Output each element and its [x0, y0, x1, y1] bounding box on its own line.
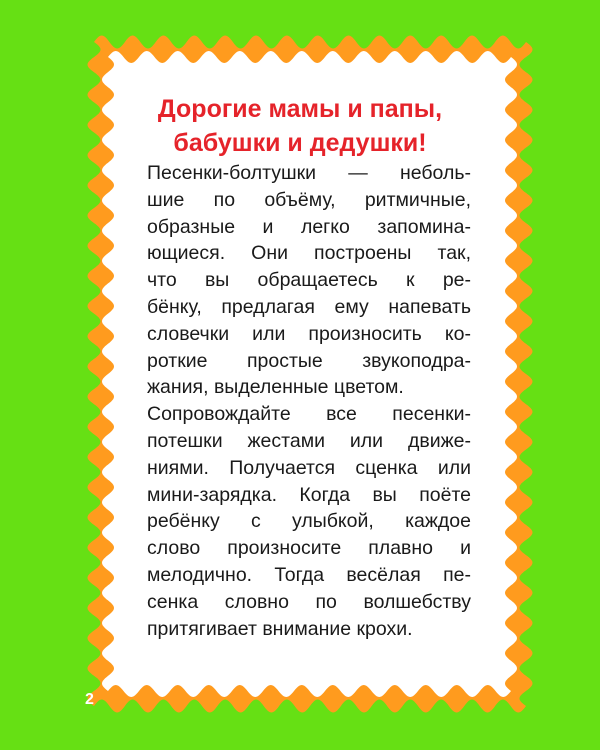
text-line: роткие простые звукоподра-: [147, 349, 471, 372]
heading-line: бабушки и дедушки!: [173, 129, 427, 157]
text-line: сенка словно по волшебству: [147, 590, 471, 613]
text-line: словечки или произносить ко-: [147, 322, 471, 345]
text-line: Сопровождайте все песенки-: [147, 403, 471, 426]
page-heading: [110, 92, 490, 160]
text-line: слово произносите плавно и: [147, 537, 471, 560]
heading-line: Дорогие мамы и папы,: [157, 95, 443, 123]
body-paragraph: [147, 160, 471, 642]
text-line: притягивает внимание крохи.: [147, 617, 413, 640]
text-line: образные и легко запомина-: [147, 215, 471, 238]
text-line: что вы обращаетесь к ре-: [147, 269, 471, 292]
text-line: ющиеся. Они построены так,: [147, 242, 471, 265]
text-line: потешки жестами или движе-: [147, 429, 471, 452]
text-line: бёнку, предлагая ему напевать: [147, 295, 471, 318]
text-line: мелодично. Тогда весёлая пе-: [147, 563, 471, 586]
text-line: Песенки-болтушки — неболь-: [147, 162, 471, 184]
text-line: жания, выделенные цветом.: [147, 376, 404, 399]
page-number: 2: [85, 691, 94, 708]
text-line: шие по объёму, ритмичные,: [147, 188, 471, 211]
text-line: ребёнку с улыбкой, каждое: [147, 510, 471, 533]
text-line: мини-зарядка. Когда вы поёте: [147, 483, 471, 506]
text-line: ниями. Получается сценка или: [147, 456, 471, 479]
